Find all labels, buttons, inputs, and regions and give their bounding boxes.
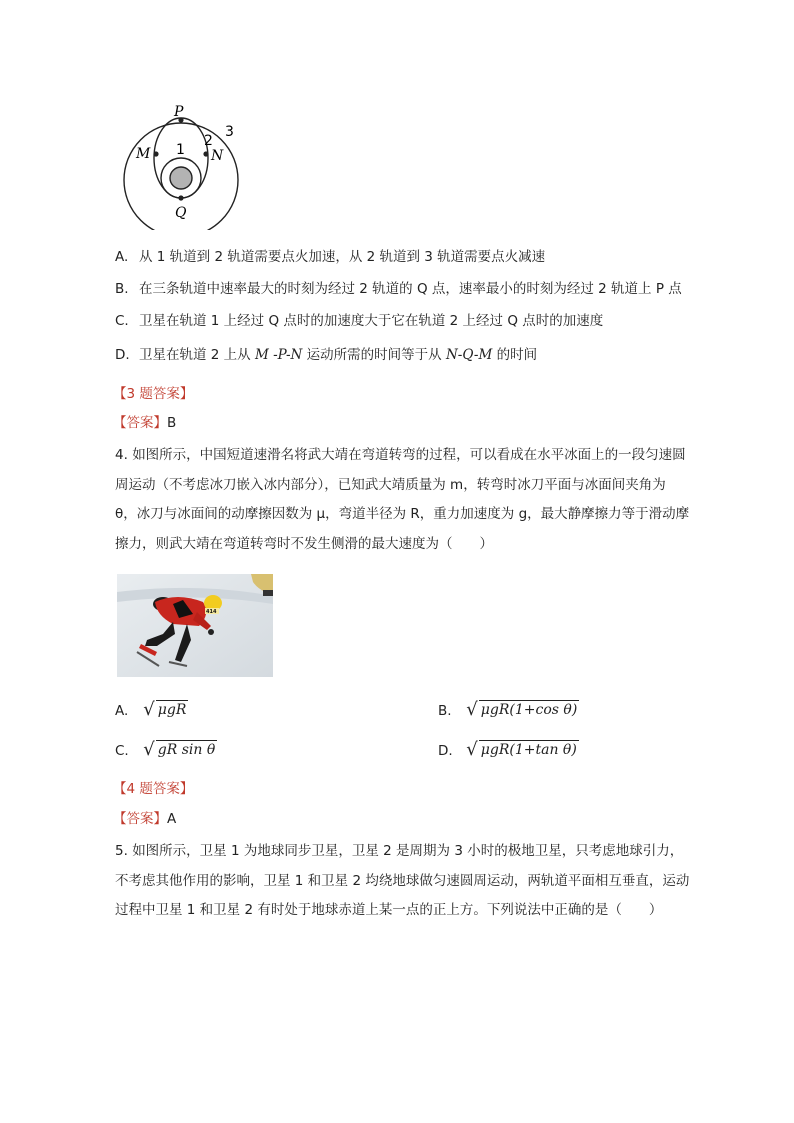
earth	[170, 167, 192, 189]
q4-option-a: A. √ μgR	[115, 699, 187, 720]
label-orbit-3: 3	[225, 124, 234, 140]
label-P: P	[174, 104, 184, 120]
q3-option-c: C. 卫星在轨道 1 上经过 Q 点时的加速度大于它在轨道 2 上经过 Q 点时的加速度	[115, 313, 604, 329]
q4-option-c: C. √ gR sin θ	[115, 739, 216, 760]
label-Q: Q	[175, 205, 187, 221]
point-N	[203, 151, 208, 156]
skater-bib: 414	[206, 609, 217, 615]
q3-answer: 【答案】B	[113, 415, 177, 431]
point-M	[153, 151, 158, 156]
q4-stem: 4. 如图所示，中国短道速滑名将武大靖在弯道转弯的过程，可以看成在水平冰面上的一段匀速圆周运动（不考虑冰刀嵌入冰内部分），已知武大靖质量为 m，转弯时冰刀平面与冰面间夹角为 θ，冰刀与冰面间的动摩擦因数为 μ，弯道半径为 R，重力加速度为 g，最大静摩擦力等于滑动摩擦力，则武大靖在弯道转弯时不发生侧滑的最大速度为（ ）	[115, 447, 690, 552]
q5-stem: 5. 如图所示，卫星 1 为地球同步卫星，卫星 2 是周期为 3 小时的极地卫星，只考虑地球引力，不考虑其他作用的影响，卫星 1 和卫星 2 均绕地球做匀速圆周运动，两轨道平面相互垂直，运动过程中卫星 1 和卫星 2 有时处于地球赤道上某一点的正上方。下列说法中正确的是（ ）	[115, 843, 690, 918]
q4-answer: 【答案】A	[113, 811, 177, 827]
skater-photo	[117, 574, 273, 677]
option-d-formula: √ μgR(1+tan θ)	[466, 739, 577, 760]
q4-answer-header: 【4 题答案】	[113, 781, 194, 797]
option-c-formula: √ gR sin θ	[143, 739, 216, 760]
q3-option-a: A. 从 1 轨道到 2 轨道需要点火加速，从 2 轨道到 3 轨道需要点火减速	[115, 249, 546, 265]
label-orbit-2: 2	[204, 133, 213, 149]
q3-option-b: B. 在三条轨道中速率最大的时刻为经过 2 轨道的 Q 点，速率最小的时刻为经过 2 轨道上 P 点	[115, 281, 682, 297]
point-Q	[178, 195, 183, 200]
label-N: N	[211, 148, 224, 164]
q4-option-d: D. √ μgR(1+tan θ)	[438, 739, 577, 760]
q3-answer-header: 【3 题答案】	[113, 386, 194, 402]
q4-option-b: B. √ μgR(1+cos θ)	[438, 699, 578, 720]
orbit-diagram	[115, 100, 255, 230]
q3-option-d: D. 卫星在轨道 2 上从 M -P-N 运动所需的时间等于从 N-Q-M 的时间	[115, 347, 538, 363]
option-a-formula: √ μgR	[143, 699, 187, 720]
label-M: M	[136, 146, 151, 162]
option-b-formula: √ μgR(1+cos θ)	[466, 699, 578, 720]
label-orbit-1: 1	[176, 142, 185, 158]
